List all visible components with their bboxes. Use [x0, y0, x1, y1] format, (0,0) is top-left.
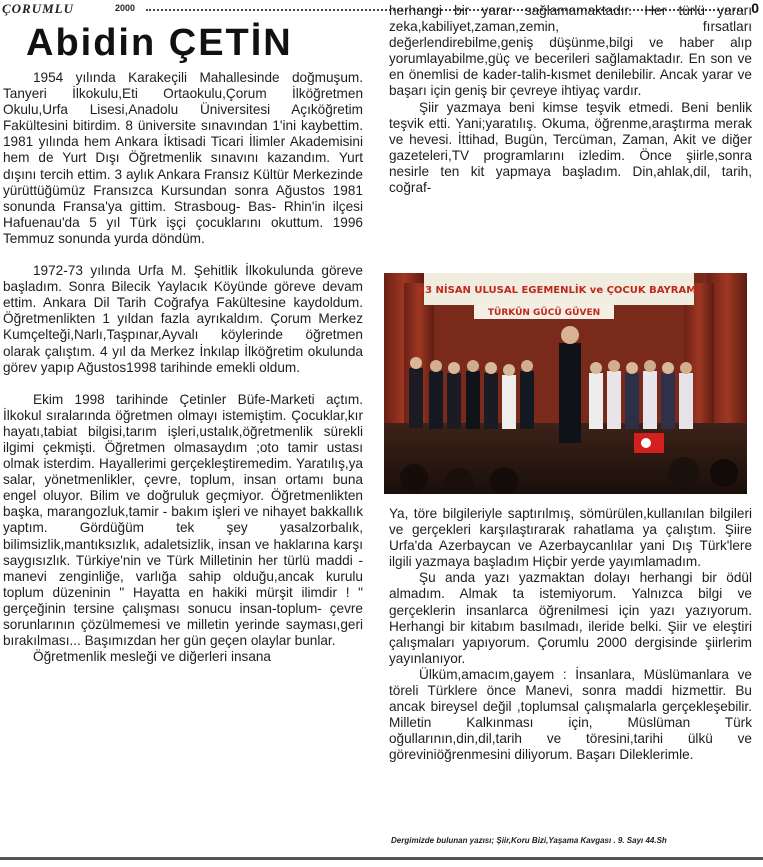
ceremony-photo-image	[384, 273, 747, 494]
paragraph: Öğretmenlik mesleği ve diğerleri insana	[33, 649, 271, 665]
author-name: Abidin ÇETİN	[26, 22, 293, 64]
paragraph: Ülküm,amacım,gayem : İnsanlara, Müslümanlara ve töreli Türklere önce Manevi, sonra maddi hizmettir. Bu ancak bireysel değil ,toplumsal çalışmalarla gerçekleşebilir. Milletin Kalkınması için, Müslüman Türk oğullarının,din,dil,tarih ve töresini,tarihi ülkü ve göreviniöğrenmesini diliyorum. Başarı Dileklerimle.	[389, 666, 752, 763]
paragraph: 1972-73 yılında Urfa M. Şehitlik İlkokulunda göreve başladım. Sonra Bilecik Yaylacık Köyünde göreve devam ettim. Ankara Dil Tarih Coğrafya Fakültesine kaydoldum. Öğretmenlikten 1 yıldan fazla ayrıkaldım. Çorum Merkez Kumçelteği,Narlı,Taşpınar,Ayvalı köylerinde öğretmen olarak çalıştım. 4 yıl da Merkez İnkılap İlköğretim okulunda görev yapıp Ağustos1998 tarihinde emekli oldum.	[3, 263, 363, 375]
paragraph: herhangi bir yarar sağlamamaktadır. Her türlü yararı zeka,kabiliyet,zaman,zemin, fırsatları değerlendirebilme,geniş düşünme,bilgi ve haber alıp yorumlayabilme,güç ve becerileri sağlamaktadır. En son ve en önemlisi de kader-talih-kısmet denilebilir. Ancak yarar ve başarı için geniş bir çevreye ihtiyaç vardır.	[389, 3, 752, 99]
banner-text-line2: TÜRKÜN GÜCÜ GÜVEN	[487, 308, 601, 318]
ceremony-photo	[384, 273, 747, 494]
bottom-rule	[0, 857, 763, 860]
paragraph: 1954 yılında Karakeçili Mahallesinde doğmuşum. Tanyeri İlkokulu,Eti Ortaokulu,Çorum İlköğretmen Okulu,Urfa Lisesi,Anadolu Üniversitesi Açıköğretim Fakültesini bitirdim. 8 üniversite sınavından 1'ini kaybettim. 1981 yılında hem Ankara İktisadi Ticari İlimler Akademisini hem de Yurt Dışı Öğretmenlik sınavını kazandım. Yurt dışını tercih ettim. 3 aylık Ankara Fransız Kültür Merkezinde yürüttüğümüz Fransızca Kursundan sonra Ağustos 1981 sonunda Fransa'ya gittim. Strasboug- Bas- Rhin'in ilçesi Hafuenau'da 5 yıl Türk işçi çocuklarını okuttum. 1996 Temmuz sonunda yurda döndüm.	[3, 70, 363, 246]
right-column-top	[389, 3, 752, 196]
issue-year: 2000	[115, 3, 136, 13]
source-note: Dergimizde bulunan yazısı; Şiir,Koru Bizi,Yaşama Kavgası . 9. Sayı 44.Sh	[391, 836, 667, 845]
paragraph: Ekim 1998 tarihinde Çetinler Büfe-Marketi açtım. İlkokul sıralarında öğretmen olmayı istemiştim. Çocuklar,kır hayatı,tabiat bilgisi,tarım işleri,ustalık,öğretmenlik sürekli ilgimi çekmişti. Öğretmen olmasaydım ;oto tamir ustası olmak isterdim. Hayallerimi gerçekleştiremedim. Yaratılış,ya salar, yönetmenlikler, çevre, toplum, insan ortamı buna engel oluyor. Bilim ve doğruluk geçmiyor. Öğretmenlikten başka, marangozluk,tamir - bakım işleri ve nihayet bakkallık yaptım. Gördüğüm tek şey yasalzorbalık, bilimsizlik,mantıksızlık, adaletsizlik, insan ve haklarına karşı saygısızlık. Türkiye'nin ve Türk Milletinin her türlü maddi -manevi zenginliğe, varlığa sahip olduğu,ancak kurulu toplum düzeninin " Hayatta en hakiki mürşit ilimdir ! " gerçeğinin tersine çalışması sonucu insan-toplum- çevre sorunlarının çözülmemesi ve milletin yerinde sayması,geri bırakılması... Başımızdan her gün geçen olaylar bunlar.	[3, 391, 363, 649]
banner-text-line1: 23 NİSAN ULUSAL EGEMENLİK ve ÇOCUK BAYRAMI	[418, 285, 700, 296]
right-column-bottom	[389, 506, 752, 764]
page-number: 0	[751, 0, 759, 16]
paragraph: Ya, töre bilgileriyle saptırılmış, sömürülen,kullanılan bilgileri ve gerçekleri karşılaştırarak rahatlama ya çalıştım. Şiire Urfa'da Azerbaycan ve Azerbaycanlılar yani Dış Türk'lere ilgili yazmaya başladım Hiçbir yerde yayımlamadım.	[389, 506, 752, 570]
paragraph: Şu anda yazı yazmaktan dolayı herhangi bir ödül almadım. Almak ta istemiyorum. Yalnızca bilgi ve gerçeklerin insanlarca öğrenilmesi için yazı yazıyorum. Herhangi bir kitabım basılmadı, ileride belki. Şiir ve eleştiri çalışmaları yapıyorum. Çorumlu 2000 dergisinde şiirlerim yayınlanıyor.	[389, 570, 752, 666]
paragraph: Şiir yazmaya beni kimse teşvik etmedi. Beni benlik teşvik etti. Yani;yaratılış. Okuma, öğrenme,araştırma merak ve hevesi. İttihad, Bugün, Tercüman, Zaman, Akit ve diğer gazeteleri,TV programlarını izledim. Önce şiirle,sonra nesirle ten kit yapmaya başladım. Din,ahlak,dil, tarih, coğraf-	[389, 99, 752, 196]
magazine-name: ÇORUMLU	[2, 1, 75, 16]
left-column	[3, 70, 363, 665]
